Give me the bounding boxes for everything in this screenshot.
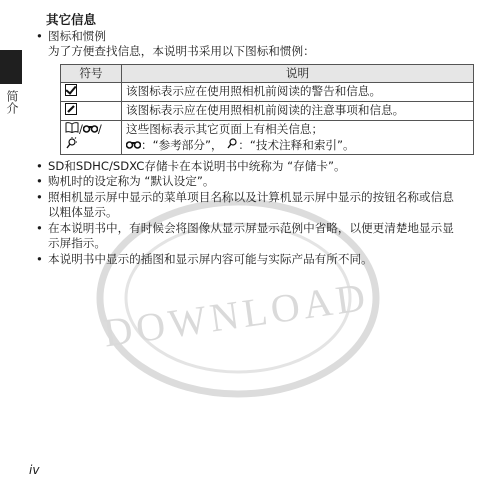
list-item [35, 221, 455, 252]
page-number: iv [29, 463, 40, 477]
chapter-label: 简介 [5, 90, 19, 114]
section-title: 其它信息 [46, 12, 97, 27]
desc-line1: 这些图标表示其它页面上有相关信息； [126, 121, 324, 136]
bullet-text: 购机时的设定称为 “默认设定”。 [48, 174, 215, 188]
bullet-dot: • [36, 251, 43, 266]
desc-cell [122, 120, 474, 154]
bullet-dot: • [36, 158, 43, 173]
table-row [61, 120, 474, 154]
list-item [35, 190, 455, 221]
intro-text: 为了方便查找信息，本说明书采用以下图标和惯例： [48, 44, 315, 58]
binoculars-icon [126, 139, 141, 149]
table-row [61, 101, 474, 120]
bullet-dot: • [36, 220, 43, 235]
symbol-cell [61, 82, 122, 101]
book-icon [65, 122, 79, 133]
table-row [61, 82, 474, 101]
bullet-text: 照相机显示屏中显示的菜单项目名称以及计算机显示屏中显示的按钮名称或信息以粗体显示。 [48, 189, 454, 219]
list-item [35, 252, 455, 268]
table-header-symbol: 符号 [61, 64, 122, 82]
bullet-dot: • [36, 189, 43, 204]
bullet-dot: • [36, 28, 43, 43]
page-content [35, 12, 455, 267]
intro-item-label: 图标和惯例 [48, 28, 106, 43]
bullet-text: SD和SDHC/SDXC存储卡在本说明书中统称为 “存储卡”。 [48, 158, 346, 173]
bullet-text: 在本说明书中，有时候会将图像从显示屏显示范例中省略，以便更清楚地显示显示屏指示。 [48, 220, 454, 250]
list-item [35, 159, 455, 175]
desc-cell: 该图标表示应在使用照相机前阅读的警告和信息。 [122, 82, 474, 101]
desc-tech-part: ：“技术注释和索引”。 [238, 137, 355, 152]
bulb-icon [226, 137, 238, 149]
icon-table [60, 64, 474, 155]
list-item [35, 174, 455, 190]
list-item [35, 29, 455, 60]
bullet-text: 本说明书中显示的插图和显示屏内容可能与实际产品有所不同。 [48, 251, 373, 266]
warning-check-icon [65, 84, 77, 96]
desc-cell: 该图标表示应在使用照相机前阅读的注意事项和信息。 [122, 101, 474, 120]
binoculars-icon [83, 123, 98, 133]
symbol-cell: / / [61, 120, 122, 154]
bulb-icon [65, 137, 77, 149]
note-pencil-icon [65, 103, 77, 115]
svg-text:DOWNLOAD: DOWNLOAD [100, 273, 372, 356]
desc-ref-part: ：“参考部分”， [141, 137, 223, 152]
table-header-desc: 说明 [122, 64, 474, 82]
chapter-tab-marker [0, 50, 22, 84]
bullet-dot: • [36, 174, 43, 188]
symbol-cell [61, 101, 122, 120]
